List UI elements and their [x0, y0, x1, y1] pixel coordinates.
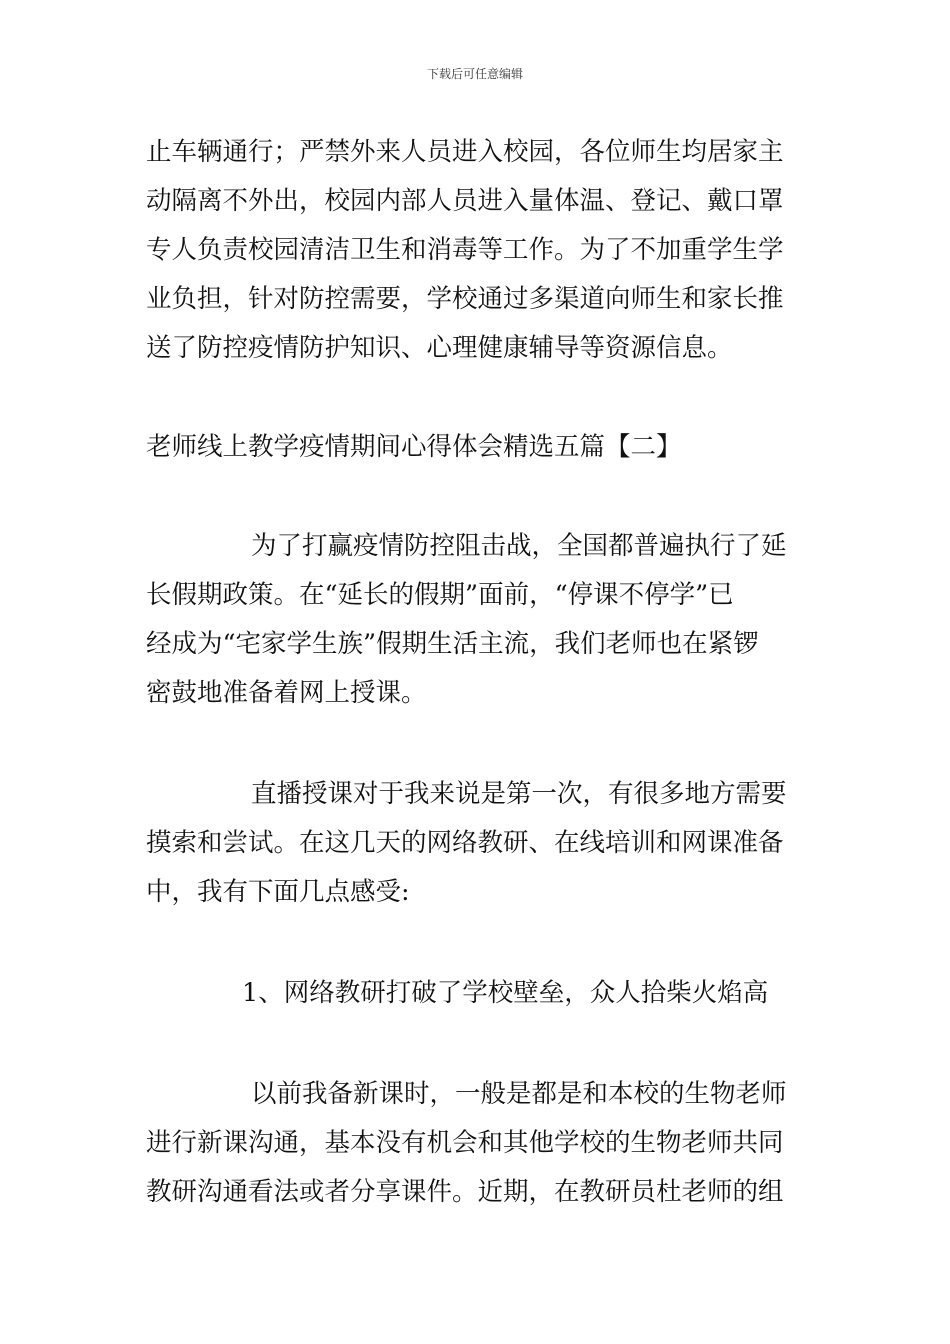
document-body: [146, 128, 808, 1217]
text-line: 教研沟通看法或者分享课件。近期，在教研员杜老师的组: [146, 1177, 784, 1207]
text-line: 以前我备新课时，一般是都是和本校的生物老师: [251, 1079, 787, 1109]
text-line: 止车辆通行；严禁外来人员进入校园，各位师生均居家主: [146, 137, 784, 167]
text-line: 摸索和尝试。在这几天的网络教研、在线培训和网课准备: [146, 828, 784, 858]
text-line: 密鼓地准备着网上授课。: [146, 678, 427, 708]
paragraph-gap: [146, 373, 808, 423]
text-line: 动隔离不外出，校园内部人员进入量体温、登记、戴口罩: [146, 186, 784, 216]
text-line: 长假期政策。在“延长的假期”面前，“停课不停学”已: [146, 580, 734, 610]
paragraph-gap: [146, 718, 808, 770]
text-line: 业负担，针对防控需要，学校通过多渠道向师生和家长推: [146, 284, 784, 314]
text-line: 送了防控疫情防护知识、心理健康辅导等资源信息。: [146, 333, 733, 363]
paragraph-gap: [146, 917, 808, 969]
numbered-subheading: 1、网络教研打破了学校壁垒，众人拾柴火焰高: [242, 978, 769, 1008]
text-line: 为了打赢疫情防控阻击战，全国都普遍执行了延: [251, 531, 787, 561]
text-line: 中，我有下面几点感受:: [146, 877, 410, 907]
paragraph: [146, 1070, 808, 1217]
text-line: 进行新课沟通，基本没有机会和其他学校的生物老师共同: [146, 1128, 784, 1158]
paragraph: [146, 522, 808, 718]
paragraph-gap: [146, 1018, 808, 1070]
text-line: 经成为“宅家学生族”假期生活主流，我们老师也在紧锣: [146, 629, 759, 659]
paragraph: [146, 128, 808, 373]
paragraph-gap: [146, 472, 808, 522]
paragraph: [146, 770, 808, 917]
text-line: 直播授课对于我来说是第一次，有很多地方需要: [251, 779, 787, 809]
page-header: 下载后可任意编辑: [426, 67, 523, 81]
section-heading: 老师线上教学疫情期间心得体会精选五篇【二】: [146, 432, 682, 462]
text-line: 专人负责校园清洁卫生和消毒等工作。为了不加重学生学: [146, 235, 784, 265]
